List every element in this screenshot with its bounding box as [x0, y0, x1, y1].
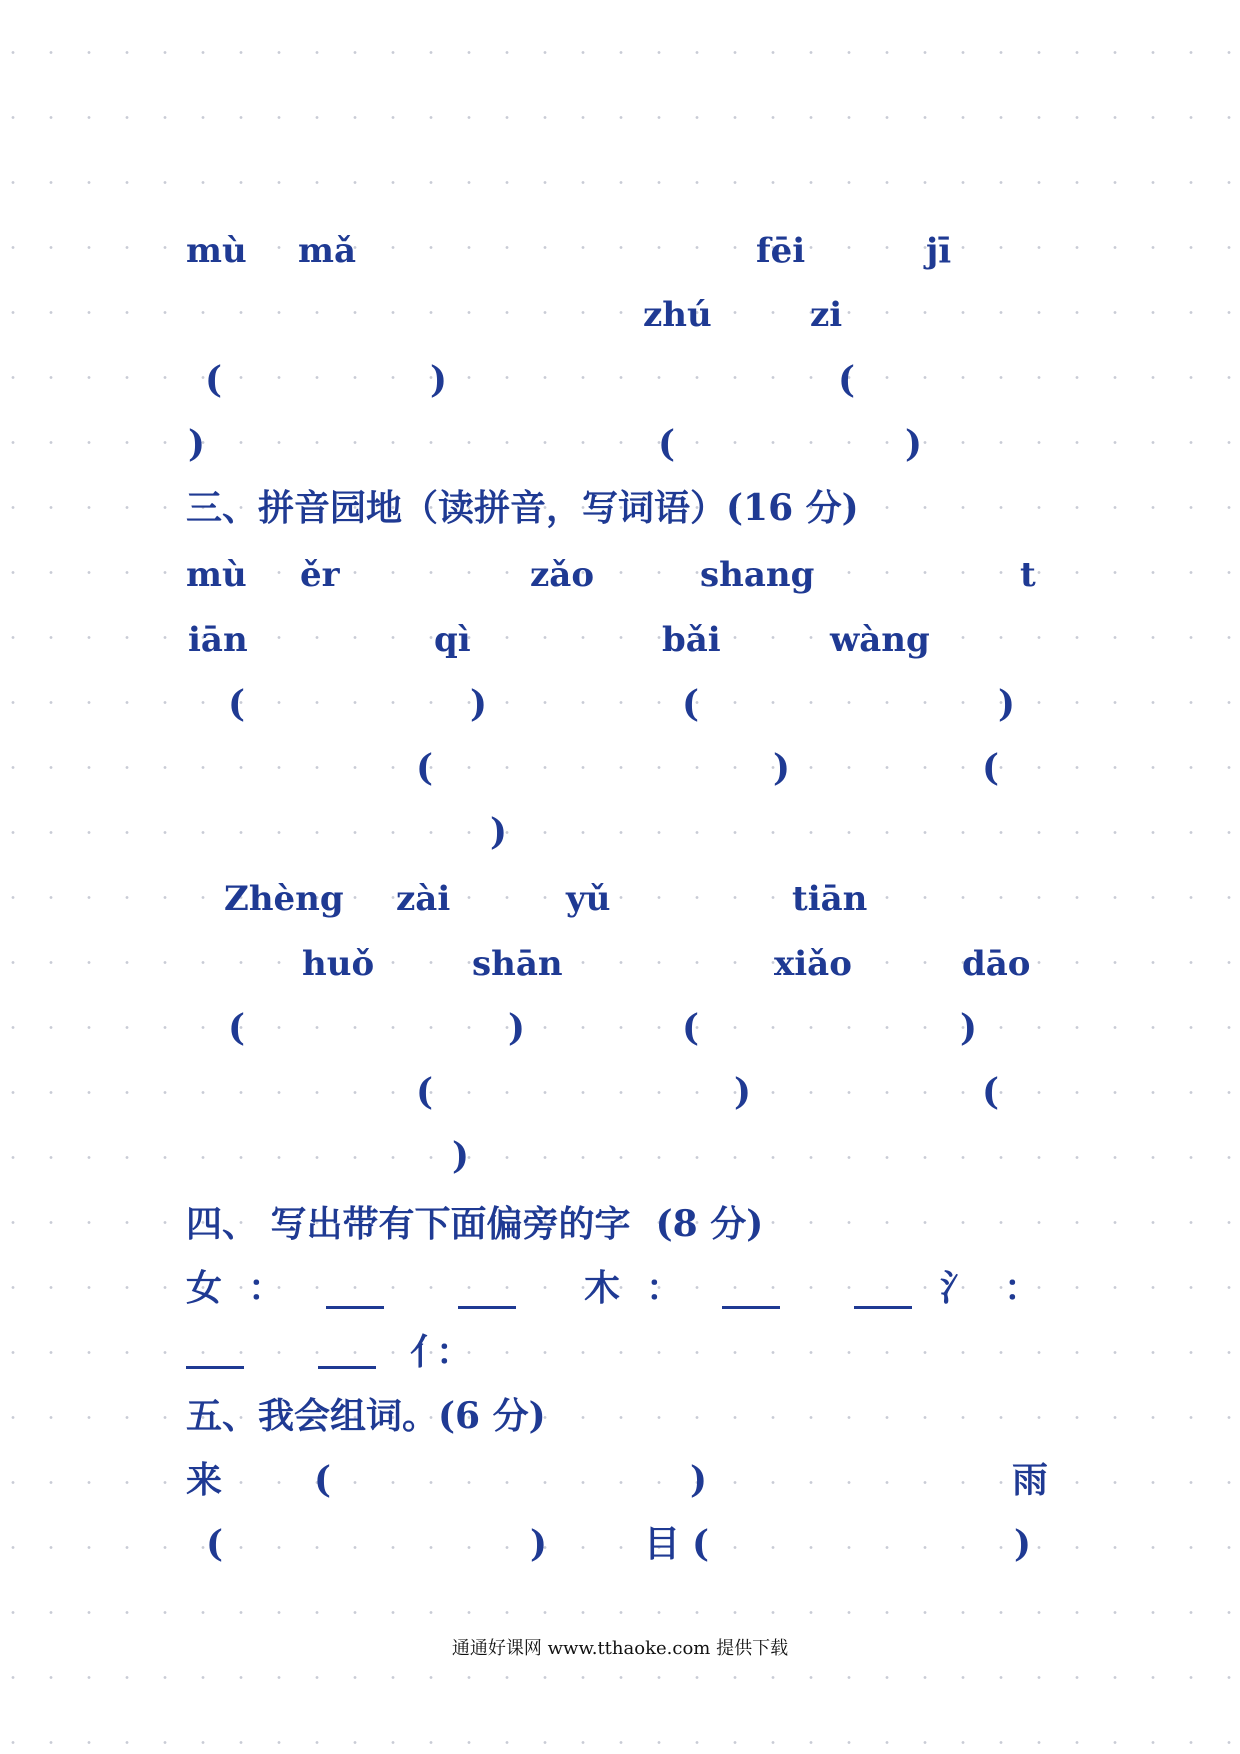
pinyin-ji: jī	[926, 231, 952, 271]
paren-close: )	[905, 423, 923, 465]
pinyin-zhu: zhú	[643, 295, 712, 335]
section-heading-5: 五、我会组词。(6 分)	[186, 1395, 546, 1437]
pinyin-wang: wàng	[830, 620, 930, 660]
colon: ：	[436, 1331, 473, 1373]
pinyin-qi: qì	[434, 620, 471, 660]
pinyin-mu: mù	[186, 555, 247, 595]
pinyin-xiao: xiǎo	[774, 944, 852, 984]
paren-close: )	[530, 1523, 548, 1565]
pinyin-zi: zi	[810, 295, 843, 335]
radical-person: 亻	[410, 1331, 447, 1373]
answer-blank[interactable]	[458, 1306, 516, 1309]
colon: ：	[248, 1267, 285, 1309]
answer-blank[interactable]	[186, 1366, 244, 1369]
paren-open: (	[228, 1007, 246, 1049]
radical-nu: 女	[186, 1267, 223, 1309]
paren-open: (	[682, 1007, 700, 1049]
pinyin-er: ěr	[300, 555, 340, 595]
pinyin-t: t	[1020, 555, 1036, 595]
answer-blank[interactable]	[854, 1306, 912, 1309]
paren-open: (	[682, 683, 700, 725]
paren-open: (	[416, 1071, 434, 1113]
paren-open: (	[416, 747, 434, 789]
pinyin-zheng: Zhèng	[224, 879, 344, 919]
paren-open: (	[206, 1523, 224, 1565]
paren-close: )	[998, 683, 1016, 725]
paren-open: (	[228, 683, 246, 725]
answer-blank[interactable]	[722, 1306, 780, 1309]
pinyin-shang: shang	[700, 555, 815, 595]
paren-open: (	[658, 423, 676, 465]
paren-open: (	[982, 1071, 1000, 1113]
paren-open: (	[692, 1523, 710, 1565]
radical-water: 氵	[940, 1267, 977, 1309]
paren-open: (	[205, 359, 223, 401]
paren-open: (	[838, 359, 856, 401]
pinyin-zai: zài	[396, 879, 451, 919]
word-char-yu: 雨	[1012, 1459, 1049, 1501]
paren-close: )	[773, 747, 791, 789]
answer-blank[interactable]	[318, 1366, 376, 1369]
colon: ：	[1004, 1267, 1041, 1309]
word-char-lai: 来	[186, 1459, 223, 1501]
pinyin-mu: mù	[186, 231, 247, 271]
paren-close: )	[430, 359, 448, 401]
pinyin-shan: shān	[472, 944, 563, 984]
colon: ：	[646, 1267, 683, 1309]
paren-close: )	[508, 1007, 526, 1049]
pinyin-fei: fēi	[756, 231, 806, 271]
section-heading-4: 四、 写出带有下面偏旁的字 (8 分)	[186, 1203, 764, 1245]
pinyin-bai: bǎi	[662, 620, 721, 660]
paren-close: )	[960, 1007, 978, 1049]
paren-close: )	[188, 423, 206, 465]
radical-mu: 木	[584, 1267, 621, 1309]
pinyin-ian: iān	[188, 620, 248, 660]
pinyin-tian: tiān	[792, 879, 868, 919]
pinyin-dao: dāo	[962, 944, 1031, 984]
pinyin-huo: huǒ	[302, 944, 375, 984]
answer-blank[interactable]	[326, 1306, 384, 1309]
pinyin-yu: yǔ	[566, 879, 611, 919]
paren-close: )	[734, 1071, 752, 1113]
paren-close: )	[690, 1459, 708, 1501]
paren-open: (	[982, 747, 1000, 789]
pinyin-zao: zǎo	[530, 555, 595, 595]
paren-close: )	[470, 683, 488, 725]
footer-credit: 通通好课网 www.tthaoke.com 提供下载	[451, 1638, 789, 1659]
paren-close: )	[452, 1135, 470, 1177]
word-char-mu: 目	[644, 1523, 681, 1565]
section-heading-3: 三、拼音园地（读拼音，写词语）(16 分)	[186, 487, 859, 529]
paren-close: )	[1014, 1523, 1032, 1565]
pinyin-ma: mǎ	[298, 231, 357, 271]
paren-open: (	[314, 1459, 332, 1501]
paren-close: )	[490, 811, 508, 853]
